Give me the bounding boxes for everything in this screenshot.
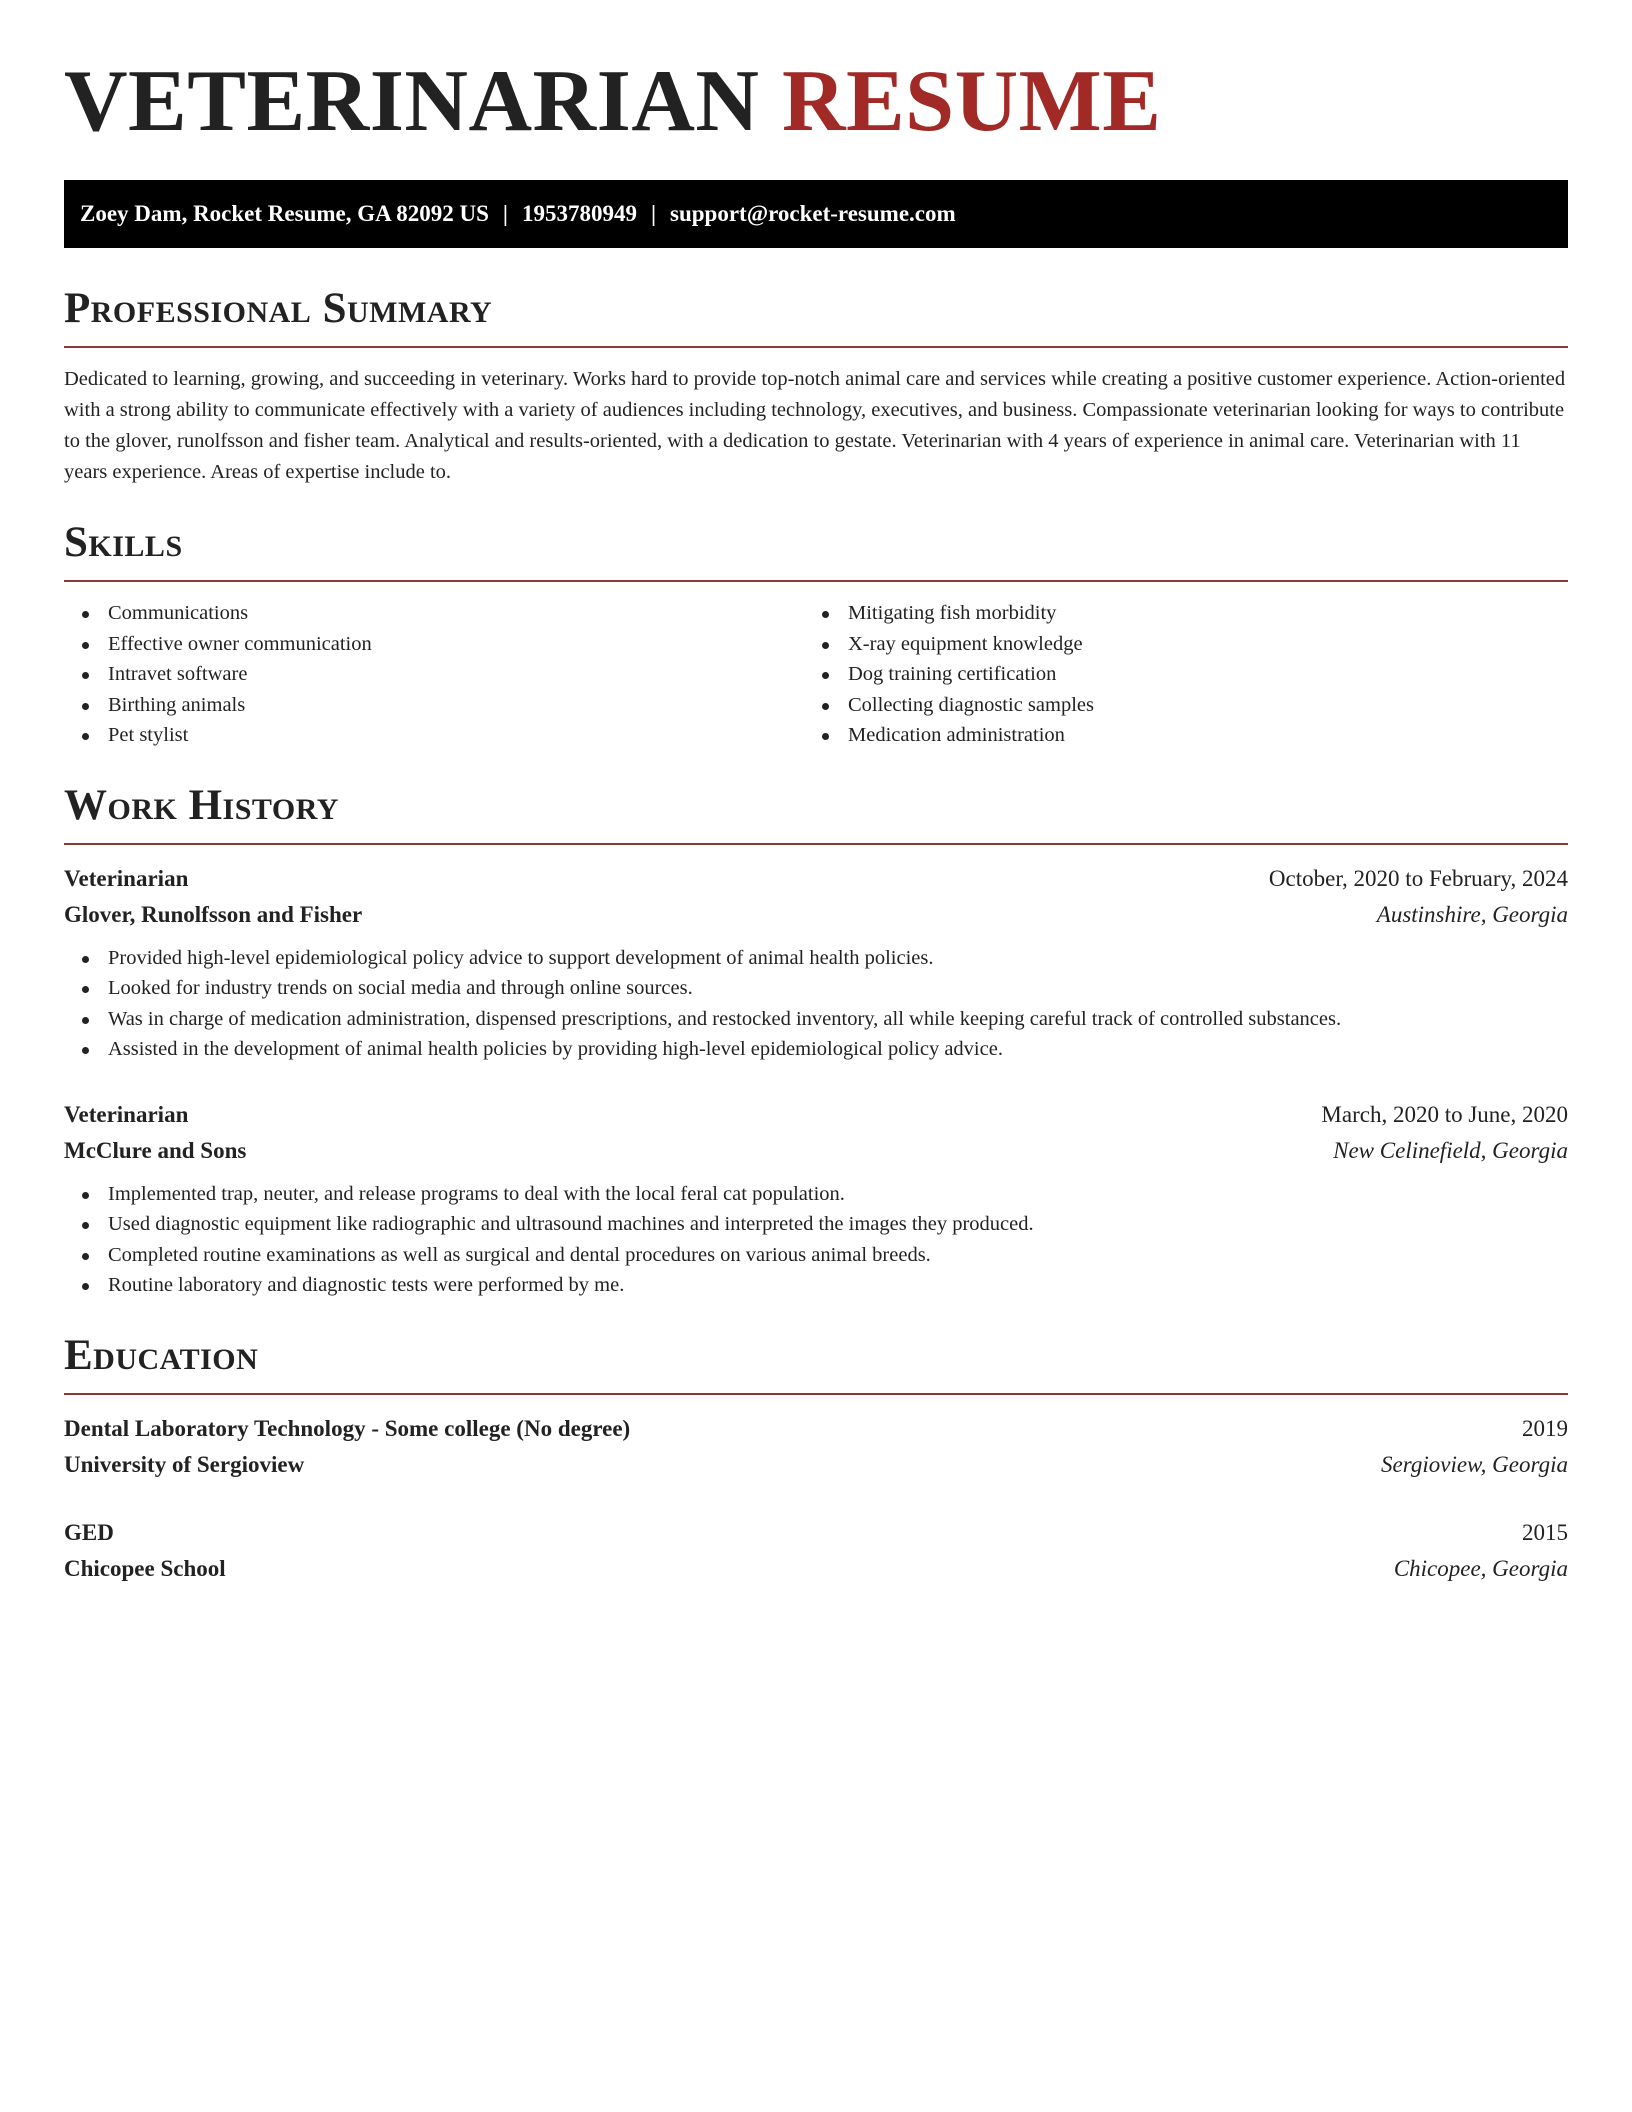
job-title: Veterinarian bbox=[64, 1101, 189, 1127]
skill-item: Birthing animals bbox=[64, 690, 804, 721]
skill-item: X-ray equipment knowledge bbox=[804, 629, 1544, 660]
education-location: Sergioview, Georgia bbox=[1381, 1451, 1568, 1477]
skill-item: Communications bbox=[64, 598, 804, 629]
summary-section bbox=[64, 282, 1568, 488]
contact-separator: | bbox=[502, 201, 508, 226]
work-section bbox=[64, 779, 1568, 1301]
skill-item: Mitigating fish morbidity bbox=[804, 598, 1544, 629]
education-degree: Dental Laboratory Technology - Some college (No degree) bbox=[64, 1415, 631, 1441]
job-dates: October, 2020 to February, 2024 bbox=[1268, 865, 1568, 891]
education-location: Chicopee, Georgia bbox=[1393, 1555, 1568, 1581]
job-bullet: Assisted in the development of animal health policies by providing high-level epidemiological policy advice. bbox=[64, 1034, 1568, 1065]
contact-bar bbox=[64, 180, 1568, 248]
section-divider bbox=[64, 346, 1568, 348]
job-bullet: Implemented trap, neuter, and release programs to deal with the local feral cat population. bbox=[64, 1179, 1568, 1210]
section-heading-education: Education bbox=[64, 1331, 259, 1379]
job-company-row bbox=[64, 1133, 1568, 1169]
skill-item: Effective owner communication bbox=[64, 629, 804, 660]
education-degree: GED bbox=[64, 1519, 114, 1545]
title-part-accent: RESUME bbox=[781, 53, 1162, 150]
job-bullet: Provided high-level epidemiological policy advice to support development of animal health policies. bbox=[64, 943, 1568, 974]
skill-item: Pet stylist bbox=[64, 720, 804, 751]
job-bullets bbox=[64, 1179, 1568, 1301]
education-section bbox=[64, 1329, 1568, 1587]
section-heading-work: Work History bbox=[64, 781, 339, 829]
job-bullet: Routine laboratory and diagnostic tests were performed by me. bbox=[64, 1270, 1568, 1301]
skill-item: Collecting diagnostic samples bbox=[804, 690, 1544, 721]
job-location: New Celinefield, Georgia bbox=[1333, 1137, 1568, 1163]
section-divider bbox=[64, 1393, 1568, 1395]
job-header-row bbox=[64, 1097, 1568, 1133]
job-entry bbox=[64, 1097, 1568, 1301]
job-bullet: Completed routine examinations as well as surgical and dental procedures on various animal breeds. bbox=[64, 1240, 1568, 1271]
education-school: Chicopee School bbox=[64, 1555, 226, 1581]
job-entry bbox=[64, 861, 1568, 1065]
job-header-row bbox=[64, 861, 1568, 897]
section-divider bbox=[64, 843, 1568, 845]
education-degree-row bbox=[64, 1411, 1568, 1447]
education-school-row bbox=[64, 1551, 1568, 1587]
title-part-dark: VETERINARIAN bbox=[64, 53, 760, 150]
summary-paragraph: Dedicated to learning, growing, and succeeding in veterinary. Works hard to provide top-notch animal care and services while creating a positive customer experience. Action-oriented with a strong ability to communicate effectively with a variety of audiences including technology, executives, and business. Compassionate veterinarian looking for ways to contribute to the glover, runolfsson and fisher team. Analytical and results-oriented, with a dedication to gestate. Veterinarian with 4 years of experience in animal care. Veterinarian with 11 years experience. Areas of expertise include to. bbox=[64, 368, 1566, 483]
job-bullet: Looked for industry trends on social media and through online sources. bbox=[64, 973, 1568, 1004]
education-degree-row bbox=[64, 1515, 1568, 1551]
job-bullet: Was in charge of medication administration, dispensed prescriptions, and restocked inventory, all while keeping careful track of controlled substances. bbox=[64, 1004, 1568, 1035]
skills-list-left bbox=[64, 598, 804, 751]
job-company-row bbox=[64, 897, 1568, 933]
skills-list-right bbox=[804, 598, 1544, 751]
contact-phone: 1953780949 bbox=[521, 201, 637, 226]
education-year: 2015 bbox=[1522, 1519, 1568, 1545]
education-school: University of Sergioview bbox=[64, 1451, 305, 1477]
contact-address: Zoey Dam, Rocket Resume, GA 82092 US bbox=[80, 201, 489, 226]
skills-section bbox=[64, 516, 1568, 751]
education-school-row bbox=[64, 1447, 1568, 1483]
job-company: Glover, Runolfsson and Fisher bbox=[64, 901, 363, 927]
job-company: McClure and Sons bbox=[64, 1137, 247, 1163]
education-entry bbox=[64, 1411, 1568, 1483]
job-title: Veterinarian bbox=[64, 865, 189, 891]
section-divider bbox=[64, 580, 1568, 582]
page-title bbox=[64, 0, 1568, 152]
job-dates: March, 2020 to June, 2020 bbox=[1321, 1101, 1568, 1127]
job-bullets bbox=[64, 943, 1568, 1065]
contact-email: support@rocket-resume.com bbox=[670, 201, 956, 226]
education-year: 2019 bbox=[1522, 1415, 1568, 1441]
education-entry bbox=[64, 1515, 1568, 1587]
skills-columns bbox=[64, 598, 1568, 751]
job-bullet: Used diagnostic equipment like radiographic and ultrasound machines and interpreted the images they produced. bbox=[64, 1209, 1568, 1240]
job-location: Austinshire, Georgia bbox=[1376, 901, 1568, 927]
skill-item: Intravet software bbox=[64, 659, 804, 690]
skill-item: Medication administration bbox=[804, 720, 1544, 751]
section-heading-summary: Professional Summary bbox=[64, 285, 493, 332]
section-heading-skills: Skills bbox=[64, 519, 183, 566]
skill-item: Dog training certification bbox=[804, 659, 1544, 690]
contact-separator: | bbox=[650, 201, 657, 226]
